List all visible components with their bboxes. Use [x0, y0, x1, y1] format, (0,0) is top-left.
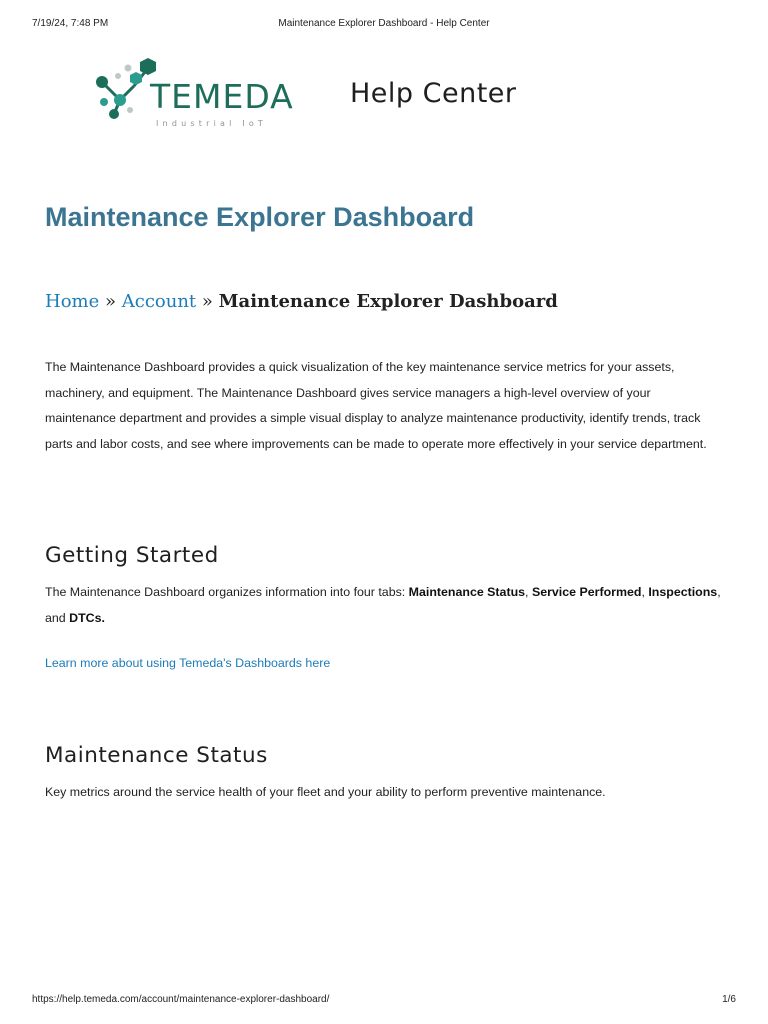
- print-date: 7/19/24, 7:48 PM: [32, 18, 109, 29]
- tab-name-maintenance-status: Maintenance Status: [408, 585, 526, 599]
- print-doc-title: Maintenance Explorer Dashboard - Help Center: [278, 18, 490, 29]
- help-center-label: Help Center: [350, 78, 517, 109]
- breadcrumb-separator: »: [196, 291, 219, 312]
- breadcrumb-separator: »: [99, 291, 122, 312]
- maintenance-status-heading: Maintenance Status: [45, 743, 268, 768]
- breadcrumb: [45, 291, 558, 312]
- list-separator: , and: [45, 585, 721, 625]
- intro-paragraph: The Maintenance Dashboard provides a quick visualization of the key maintenance service metrics for your assets, machinery, and equipment. The Maintenance Dashboard gives service managers a high-level overview of your maintenance department and provides a simple visual display to analyze maintenance productivity, identify trends, track parts and labor costs, and see where improvements can be made to operate more effectively in your service department.: [45, 360, 707, 451]
- list-separator: ,: [641, 585, 649, 599]
- getting-started-heading: Getting Started: [45, 543, 219, 568]
- page-number: 1/6: [722, 994, 736, 1005]
- breadcrumb-account-link[interactable]: Account: [121, 291, 197, 312]
- learn-more-dashboards-link[interactable]: Learn more about using Temeda's Dashboards here: [45, 656, 331, 670]
- temeda-logo[interactable]: [90, 56, 305, 130]
- breadcrumb-home-link[interactable]: Home: [45, 291, 100, 312]
- maintenance-status-text: Key metrics around the service health of your fleet and your ability to perform preventive maintenance.: [45, 785, 606, 799]
- tab-name-inspections: Inspections: [648, 585, 718, 599]
- print-header: [32, 18, 736, 34]
- logo-tagline-text: Industrial IoT: [156, 119, 268, 128]
- logo-molecule-icon: [96, 58, 156, 119]
- getting-started-prefix: The Maintenance Dashboard organizes information into four tabs:: [45, 585, 409, 599]
- print-footer: [32, 994, 736, 1010]
- tab-name-service-performed: Service Performed: [531, 585, 642, 599]
- breadcrumb-current: Maintenance Explorer Dashboard: [218, 291, 558, 312]
- tab-name-dtcs: DTCs.: [69, 610, 105, 625]
- getting-started-text: [45, 580, 725, 631]
- print-url: https://help.temeda.com/account/maintenance-explorer-dashboard/: [32, 994, 330, 1005]
- list-separator: ,: [525, 585, 532, 599]
- logo-brand-text: TEMEDA: [150, 77, 294, 116]
- page-title: Maintenance Explorer Dashboard: [45, 202, 475, 232]
